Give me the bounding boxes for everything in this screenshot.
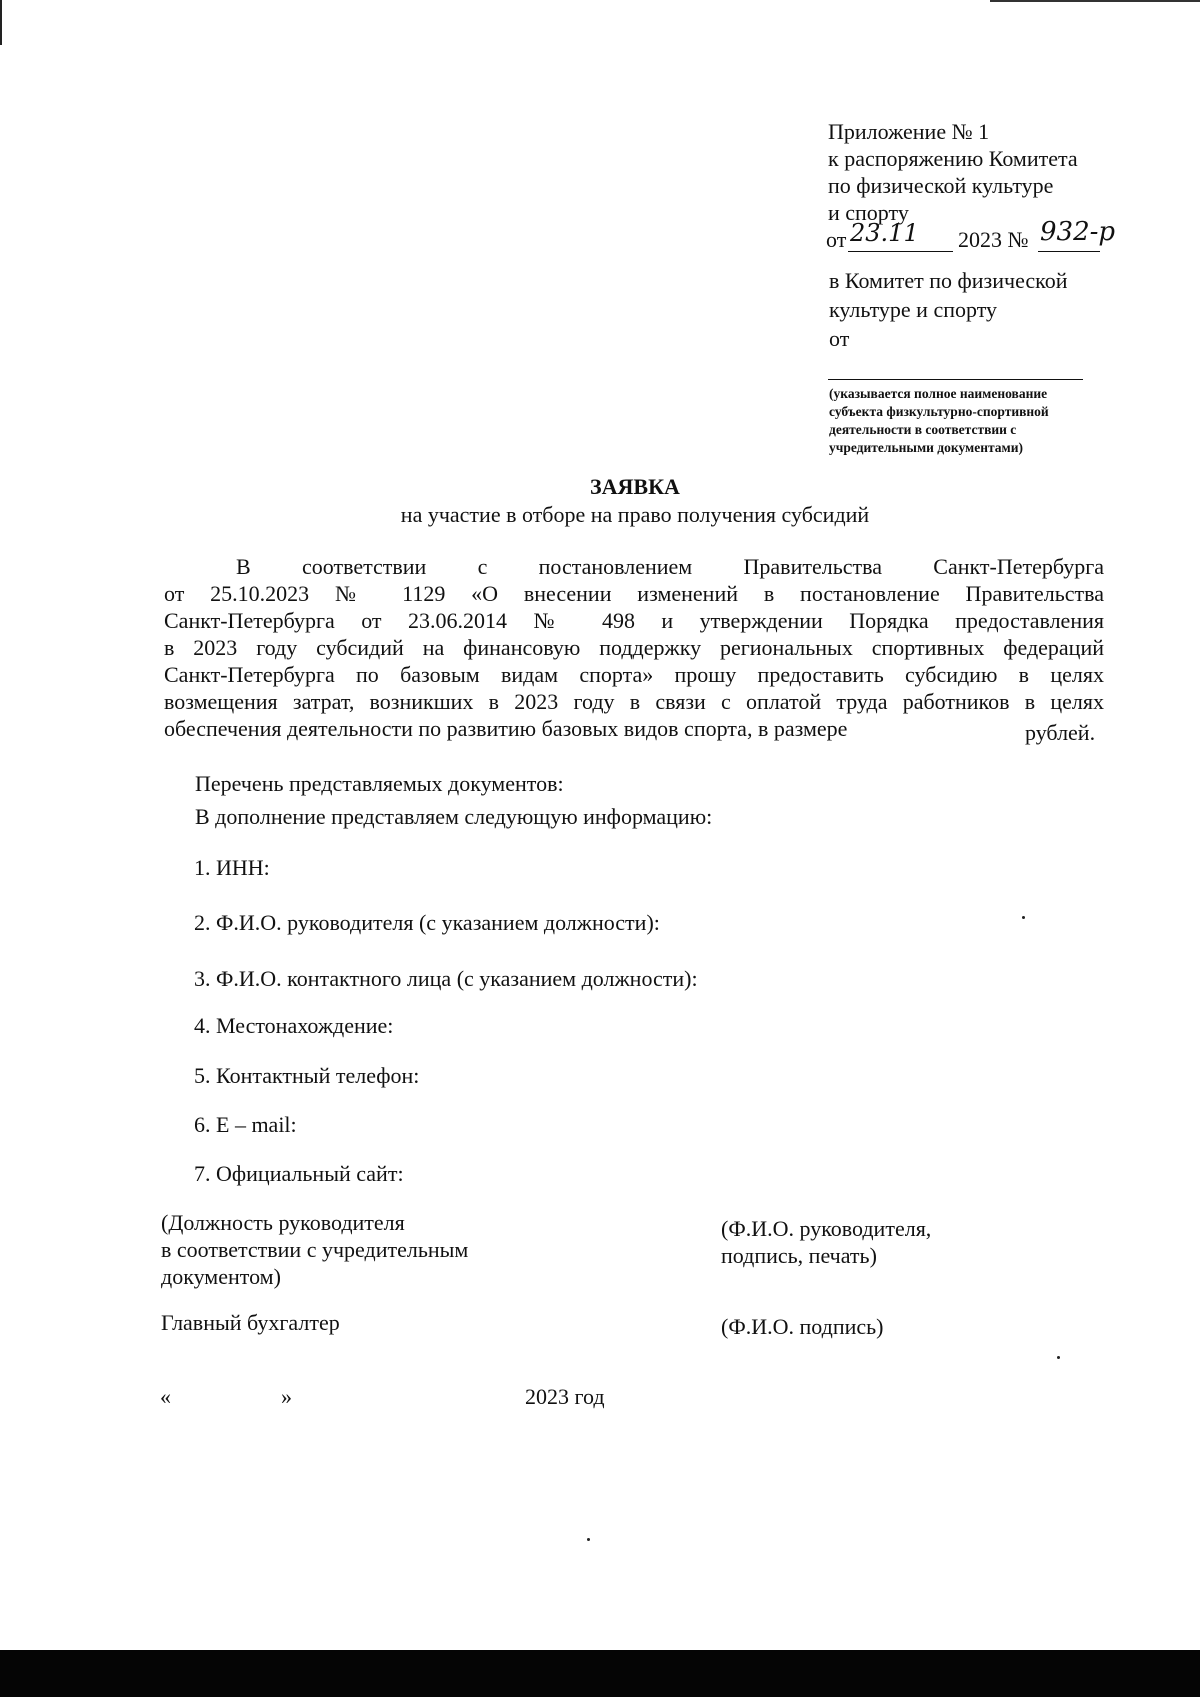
info-item-website: 7. Официальный сайт: [194,1161,404,1186]
handwritten-number: 932-р [1040,217,1116,247]
body-line-7: обеспечения деятельности по развитию базовых видов спорта, в размере [164,716,848,741]
scan-edge-top [990,0,1200,2]
info-item-location: 4. Местонахождение: [194,1013,394,1038]
accountant-label: Главный бухгалтер [161,1310,340,1335]
scan-edge-left [0,0,2,45]
info-item-phone: 5. Контактный телефон: [194,1063,420,1088]
document-subtitle: на участие в отборе на право получения субсидий [400,502,870,527]
scan-speck [1057,1356,1060,1359]
addressee-line-3: от [829,326,850,351]
addressee-underline [828,379,1083,380]
info-item-email: 6. E – mail: [194,1112,297,1137]
date-close-quote: » [281,1384,292,1409]
body-line-2: от 25.10.2023 № 1129 «О внесении изменений в постановление Правительства [164,581,1104,606]
scan-speck [1022,916,1025,919]
signature-position-2: в соответствии с учредительным [161,1237,469,1262]
scan-bottom-border [0,1650,1200,1697]
appendix-line-1: Приложение № 1 [828,119,990,144]
date-open-quote: « [160,1384,171,1409]
handwritten-date: 23.11 [850,219,919,247]
number-underline [1038,251,1100,252]
accountant-signature: (Ф.И.О. подпись) [721,1314,884,1339]
appendix-year-number: 2023 № [958,227,1029,252]
signature-director-2: подпись, печать) [721,1243,877,1268]
appendix-line-4: и спорту [828,200,909,225]
body-line-6: возмещения затрат, возникших в 2023 году в связи с оплатой труда работников в целях [164,689,1104,714]
document-title: ЗАЯВКА [590,474,680,499]
additional-info-label: В дополнение представляем следующую информацию: [195,804,713,829]
appendix-line-3: по физической культуре [828,173,1054,198]
signature-position-3: документом) [161,1264,281,1289]
body-line-3: Санкт-Петербурга от 23.06.2014 № 498 и утверждении Порядка предоставления [164,608,1104,633]
date-underline [848,251,953,252]
addressee-note-3: деятельности в соответствии с [829,422,1017,437]
info-item-contact: 3. Ф.И.О. контактного лица (с указанием должности): [194,966,698,991]
documents-list-label: Перечень представляемых документов: [195,771,564,796]
addressee-line-1: в Комитет по физической [829,268,1068,293]
addressee-note-2: субъекта физкультурно-спортивной [829,404,1049,419]
signature-position-1: (Должность руководителя [161,1210,405,1235]
appendix-line-2: к распоряжению Комитета [828,146,1078,171]
body-line-4: в 2023 году субсидий на финансовую поддержку региональных спортивных федераций [164,635,1104,660]
addressee-note-4: учредительными документами) [829,440,1024,455]
body-line-1: В соответствии с постановлением Правительства Санкт-Петербурга [236,554,1104,579]
info-item-inn: 1. ИНН: [194,855,270,880]
addressee-note-1: (указывается полное наименование [829,386,1048,401]
body-line-5: Санкт-Петербурга по базовым видам спорта» прошу предоставить субсидию в целях [164,662,1104,687]
date-year: 2023 год [525,1384,605,1409]
signature-director-1: (Ф.И.О. руководителя, [721,1216,932,1241]
scan-speck [587,1538,590,1541]
info-item-director: 2. Ф.И.О. руководителя (с указанием должности): [194,910,660,935]
body-line-7-end: рублей. [1025,720,1096,745]
appendix-date-prefix: от [826,227,847,252]
addressee-line-2: культуре и спорту [829,297,998,322]
